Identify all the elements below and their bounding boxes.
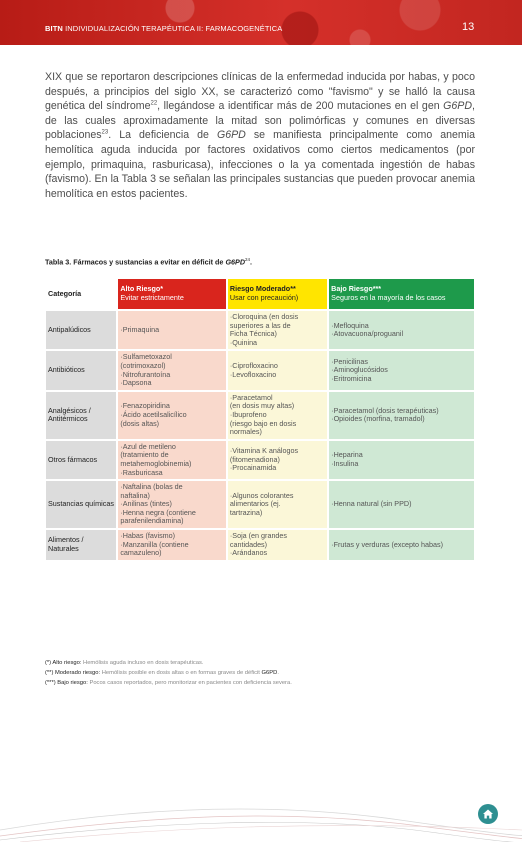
moderate-risk-cell [228, 392, 327, 439]
header-section: INDIVIDUALIZACIÓN TERAPÉUTICA II: FARMACOGENÉTICA [65, 24, 283, 33]
body-text-2: , llegándose a identificar más de 200 mutaciones en el gen [157, 100, 444, 113]
drug-line: parafenilendiamina) [120, 516, 184, 526]
drug-line: ·Procainamida [229, 463, 277, 473]
category-cell: Otros fármacos [46, 441, 116, 479]
high-risk-cell [118, 311, 226, 349]
table-caption [45, 257, 252, 266]
low-risk-cell [329, 351, 474, 389]
header-low-risk-title: Bajo Riesgo*** [331, 284, 382, 294]
drug-line: ·Arándanos [229, 548, 268, 558]
header-brand: BITN [45, 24, 63, 33]
drug-line: naftalina) [120, 490, 150, 500]
drug-line: ·Ácido acetilsalicílico [120, 409, 187, 419]
drug-line: ·Manzanilla (contiene [120, 539, 189, 549]
drug-line: ·Opioides (morfina, tramadol) [331, 414, 425, 424]
header-low-risk [329, 279, 474, 309]
note-label: (**) Moderado riesgo: [45, 670, 101, 677]
moderate-risk-cell [228, 351, 327, 389]
category-cell: Analgésicos / Antitérmicos [46, 392, 116, 439]
footer-decoration [0, 780, 522, 842]
drug-line: ·Cloroquina (en dosis [229, 312, 299, 321]
moderate-risk-cell [228, 441, 327, 479]
note-end: . [277, 670, 279, 677]
body-text-5: se manifiesta principalmente como anemia hemolítica aguda inducida por factores oxidativos como ciertos medicamentos (por ejemplo, primaquina, rasburicasa), infecciones o la ya comentada ingestión de habas (favismo). En la Tabla 3 se señalan las principales sustancias que pueden provocar anemia hemolítica en estos pacientes. [45, 129, 476, 200]
drug-line: ·Ciprofloxacino [229, 360, 278, 370]
drug-line: ·Frutas y verduras (excepto habas) [331, 539, 444, 549]
note-text: Hemólisis aguda incluso en dosis terapéuticas. [81, 660, 204, 666]
drug-line: ·Anilinas (tintes) [120, 499, 172, 509]
table-row [46, 351, 474, 389]
note-label: (***) Bajo riesgo: [45, 680, 88, 687]
header-title [45, 24, 282, 33]
low-risk-cell [329, 311, 474, 349]
drug-line: ·Atovacuona/proguanil [331, 329, 404, 339]
home-icon [482, 808, 494, 820]
note-gene: G6PD [261, 670, 278, 677]
drug-line: (dosis altas) [120, 418, 160, 428]
drug-line: ·Vitamina K análogos [229, 446, 299, 456]
drug-line: ·Nitrofurantoína [120, 369, 171, 379]
page-header [0, 0, 522, 45]
gene-name: G6PD [443, 100, 473, 113]
drug-line: metahemoglobinemia) [120, 458, 192, 468]
drug-line: (cotrimoxazol) [120, 360, 166, 370]
header-moderate-risk [228, 279, 327, 309]
drug-line: ·Soja (en grandes [229, 531, 288, 541]
high-risk-cell [118, 481, 226, 528]
table-row [46, 392, 474, 439]
drug-line: camazuleno) [120, 548, 162, 558]
low-risk-cell [329, 481, 474, 528]
header-high-risk-subtitle: Evitar estrictamente [120, 293, 184, 302]
table-row [46, 530, 474, 560]
low-risk-cell [329, 530, 474, 560]
drug-line: ·Sulfametoxazol [120, 352, 172, 362]
drug-line: ·Heparina [331, 450, 363, 460]
home-button[interactable] [478, 804, 498, 824]
drug-line: ·Rasburicasa [120, 467, 163, 477]
high-risk-cell [118, 392, 226, 439]
drug-line: ·Habas (favismo) [120, 531, 176, 541]
drug-line: (riesgo bajo en dosis [229, 418, 297, 428]
drug-line: cantidades) [229, 539, 268, 549]
low-risk-cell [329, 441, 474, 479]
high-risk-cell [118, 530, 226, 560]
moderate-risk-cell [228, 481, 327, 528]
header-high-risk [118, 279, 226, 309]
drug-line: ·Paracetamol (dosis terapéuticas) [331, 405, 439, 415]
category-cell: Alimentos / Naturales [46, 530, 116, 560]
moderate-risk-cell [228, 530, 327, 560]
table-header-row [46, 279, 474, 309]
drug-line: ·Penicilinas [331, 356, 368, 366]
caption-text: Tabla 3. Fármacos y sustancias a evitar en déficit de [45, 257, 226, 267]
body-paragraph [45, 70, 475, 201]
caption-reference[interactable]: 24 [245, 257, 251, 262]
note-label: (*) Alto riesgo: [45, 660, 82, 666]
drug-line: ·Naftalina (bolas de [120, 482, 183, 492]
note-text: Hemólisis posible en dosis altas o en formas graves de déficit [100, 670, 262, 677]
category-cell: Antibióticos [46, 351, 116, 389]
body-text-4: . La deficiencia de [108, 129, 217, 142]
reference-23[interactable]: 23 [101, 129, 109, 136]
drug-line: Ficha Técnica) [229, 329, 277, 339]
moderate-risk-cell [228, 311, 327, 349]
drug-line: ·Insulina [331, 458, 359, 468]
drug-line: normales) [229, 427, 262, 437]
header-high-risk-title: Alto Riesgo* [120, 284, 164, 294]
header-moderate-risk-subtitle: Usar con precaución) [229, 293, 299, 302]
header-moderate-risk-title: Riesgo Moderado** [229, 284, 296, 294]
drug-line: (tratamiento de [120, 450, 169, 460]
note-text: Pocos casos reportados, pero monitorizar en pacientes con deficiencia severa. [87, 680, 292, 687]
drug-line: ·Mefloquina [331, 320, 369, 330]
drug-line: ·Ibuprofeno [229, 409, 267, 419]
caption-end: . [250, 257, 253, 267]
drug-line: tartrazina) [229, 507, 263, 517]
drug-line: ·Levofloxacino [229, 369, 277, 379]
table-notes [45, 658, 292, 689]
category-cell: Antipalúdicos [46, 311, 116, 349]
drug-line: ·Quinina [229, 337, 258, 347]
gene-name: G6PD [216, 129, 246, 142]
table-row [46, 481, 474, 528]
drug-line: ·Henna natural (sin PPD) [331, 499, 412, 509]
caption-gene: G6PD [225, 257, 246, 267]
drug-line: ·Algunos colorantes [229, 490, 294, 500]
drug-line: ·Henna negra (contiene [120, 507, 196, 517]
note-moderate-risk [45, 668, 292, 678]
drug-line: ·Azul de metileno [120, 441, 176, 451]
drug-line: superiores a las de [229, 320, 291, 330]
drug-line: ·Dapsona [120, 378, 152, 388]
note-high-risk [45, 658, 292, 668]
table-row [46, 311, 474, 349]
reference-22[interactable]: 22 [150, 100, 158, 107]
body-text-3: , de las cuales aproximadamente la mitad son polimórficas y comunes en diversas poblaciones [45, 100, 475, 142]
page-number: 13 [462, 21, 475, 33]
category-cell: Sustancias químicas [46, 481, 116, 528]
header-category: Categoría [46, 279, 116, 309]
header-low-risk-subtitle: Seguros en la mayoría de los casos [331, 293, 446, 302]
drug-line: ·Eritromicina [331, 373, 372, 383]
drug-line: (fitomenadiona) [229, 454, 280, 464]
drug-line: (en dosis muy altas) [229, 401, 295, 411]
high-risk-cell [118, 351, 226, 389]
drug-line: ·Primaquina [120, 324, 160, 334]
body-text-1: XIX que se reportaron descripciones clínicas de la enfermedad inducida por habas, y poco después, a principios del siglo XX, se caracterizó como "favismo" y se halló la causa genética del síndrome [45, 71, 475, 113]
table-row [46, 441, 474, 479]
high-risk-cell [118, 441, 226, 479]
drug-risk-table [44, 277, 476, 562]
drug-line: alimentarios (ej. [229, 499, 281, 509]
drug-line: ·Aminoglucósidos [331, 365, 388, 375]
note-low-risk [45, 678, 292, 688]
table-body [46, 311, 474, 560]
drug-line: ·Fenazopiridina [120, 401, 170, 411]
drug-line: ·Paracetamol [229, 392, 273, 402]
low-risk-cell [329, 392, 474, 439]
